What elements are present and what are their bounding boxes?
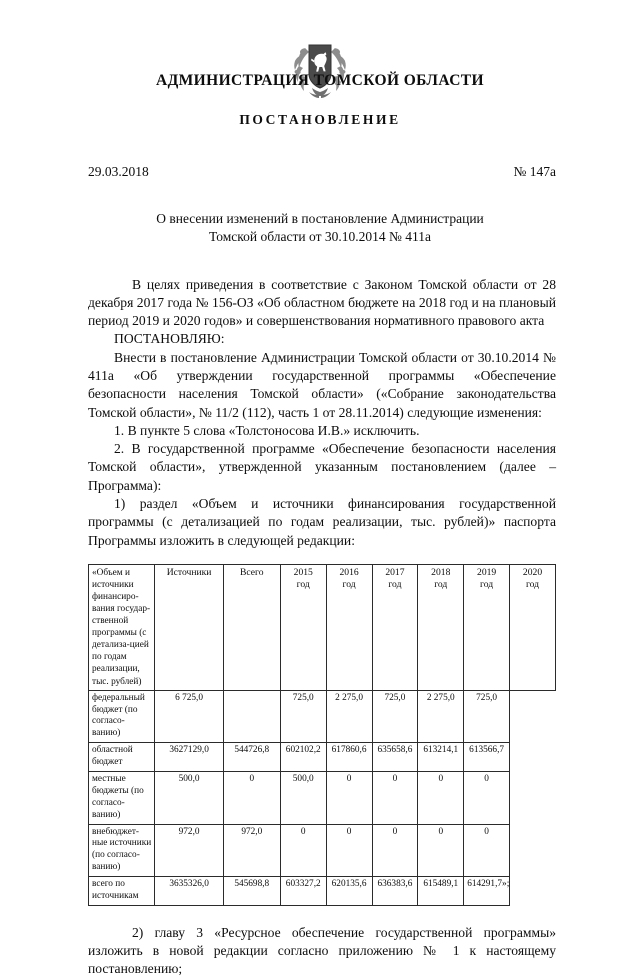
financing-table bbox=[88, 564, 556, 906]
item-2-1-paragraph: 1) раздел «Объем и источники финансирования государственной программы (с детализацией по годам реализации, тыс. рублей)» паспорта Программы изложить в следующей редакции: bbox=[88, 496, 556, 548]
cell-2020: 0 bbox=[464, 771, 510, 824]
column-header-2019: 2019 год bbox=[464, 564, 510, 690]
cell-2016: 500,0 bbox=[280, 771, 326, 824]
column-header-2016: 2016 год bbox=[326, 564, 372, 690]
table-header-row bbox=[89, 564, 556, 690]
table-row bbox=[89, 824, 556, 877]
column-header-sources: Источники bbox=[155, 564, 223, 690]
cell-2019: 0 bbox=[418, 824, 464, 877]
document-subject bbox=[0, 210, 640, 246]
organization-title: АДМИНИСТРАЦИЯ ТОМСКОЙ ОБЛАСТИ bbox=[156, 72, 484, 89]
cell-2018: 636383,6 bbox=[372, 877, 418, 906]
column-header-total: Всего bbox=[223, 564, 280, 690]
subject-line-2: Томской области от 30.10.2014 № 411а bbox=[209, 228, 431, 244]
cell-total: 3635326,0 bbox=[155, 877, 223, 906]
cell-2015 bbox=[223, 690, 280, 743]
document-meta-line bbox=[0, 164, 640, 180]
row-label-total-all-sources: всего по источникам bbox=[89, 877, 155, 906]
column-header-2015: 2015 год bbox=[280, 564, 326, 690]
emblem-container bbox=[0, 0, 640, 66]
financing-table-body bbox=[89, 690, 556, 905]
cell-2015: 544726,8 bbox=[223, 743, 280, 772]
cell-2018: 0 bbox=[372, 824, 418, 877]
cell-total: 6 725,0 bbox=[155, 690, 223, 743]
cell-2016: 603327,2 bbox=[280, 877, 326, 906]
item-2-paragraph: 2. В государственной программе «Обеспечение безопасности населения Томской области», утвержденной указанным постановлением (далее – Программа): bbox=[88, 441, 556, 493]
cell-2017: 620135,6 bbox=[326, 877, 372, 906]
cell-2019: 0 bbox=[418, 771, 464, 824]
column-header-2020: 2020 год bbox=[510, 564, 556, 690]
cell-2020: 725,0 bbox=[464, 690, 510, 743]
intro-paragraph: Внести в постановление Администрации Томской области от 30.10.2014 № 411а «Об утверждении государственной программы «Обеспечение безопасности населения Томской области» («Собрание законодательства Томской области», № 11/2 (112), часть 1 от 28.11.2014) следующие изменения: bbox=[88, 349, 556, 420]
document-date: 29.03.2018 bbox=[88, 164, 149, 179]
table-row bbox=[89, 690, 556, 743]
cell-total: 500,0 bbox=[155, 771, 223, 824]
row-label-local-budgets: местные бюджеты (по согласо-ванию) bbox=[89, 771, 155, 824]
column-header-2018: 2018 год bbox=[418, 564, 464, 690]
item-1-paragraph: 1. В пункте 5 слова «Толстоносова И.В.» исключить. bbox=[114, 422, 420, 438]
table-row bbox=[89, 771, 556, 824]
table-row bbox=[89, 877, 556, 906]
column-header-2017: 2017 год bbox=[372, 564, 418, 690]
cell-2020: 0 bbox=[464, 824, 510, 877]
decree-keyword: ПОСТАНОВЛЯЮ: bbox=[114, 331, 225, 347]
table-row bbox=[89, 743, 556, 772]
financing-table-container bbox=[88, 564, 556, 906]
cell-2019: 613214,1 bbox=[418, 743, 464, 772]
row-label-federal-budget: федеральный бюджет (по согласо-ванию) bbox=[89, 690, 155, 743]
cell-2016: 0 bbox=[280, 824, 326, 877]
cell-2017: 617860,6 bbox=[326, 743, 372, 772]
subject-line-1: О внесении изменений в постановление Администрации bbox=[156, 211, 484, 226]
cell-2018: 725,0 bbox=[372, 690, 418, 743]
cell-2018: 0 bbox=[372, 771, 418, 824]
preamble-paragraph: В целях приведения в соответствие с Законом Томской области от 28 декабря 2017 года № 156-ОЗ «Об областном бюджете на 2018 год и на плановый период 2019 и 2020 годов» и совершенствования нормативного правового акта bbox=[88, 276, 556, 329]
cell-2020: 613566,7 bbox=[464, 743, 510, 772]
document-type-title: ПОСТАНОВЛЕНИЕ bbox=[239, 112, 401, 127]
cell-2016: 602102,2 bbox=[280, 743, 326, 772]
cell-2017: 0 bbox=[326, 771, 372, 824]
cell-2015: 972,0 bbox=[223, 824, 280, 877]
cell-2017: 0 bbox=[326, 824, 372, 877]
table-left-header-cell: «Объем и источники финансиро-вания государ-ственной программы (с детализа-цией по годам реализации, тыс. рублей) bbox=[89, 564, 155, 690]
cell-2019: 2 275,0 bbox=[418, 690, 464, 743]
cell-2018: 635658,6 bbox=[372, 743, 418, 772]
row-label-regional-budget: областной бюджет bbox=[89, 743, 155, 772]
closing-block bbox=[88, 924, 556, 979]
document-body bbox=[88, 276, 556, 550]
cell-2016: 725,0 bbox=[280, 690, 326, 743]
document-number: № 147а bbox=[513, 164, 556, 179]
cell-2015: 0 bbox=[223, 771, 280, 824]
cell-total: 972,0 bbox=[155, 824, 223, 877]
cell-2020: 614291,7»; bbox=[464, 877, 510, 906]
cell-2017: 2 275,0 bbox=[326, 690, 372, 743]
row-label-extrabudgetary-sources: внебюджет-ные источники (по согласо-ванию) bbox=[89, 824, 155, 877]
tomsk-oblast-coat-of-arms-icon bbox=[292, 38, 348, 100]
item-2-2-paragraph: 2) главу 3 «Ресурсное обеспечение государственной программы» изложить в новой редакции согласно приложению № 1 к настоящему постановлению; bbox=[88, 924, 556, 977]
cell-2015: 545698,8 bbox=[223, 877, 280, 906]
cell-2019: 615489,1 bbox=[418, 877, 464, 906]
cell-total: 3627129,0 bbox=[155, 743, 223, 772]
